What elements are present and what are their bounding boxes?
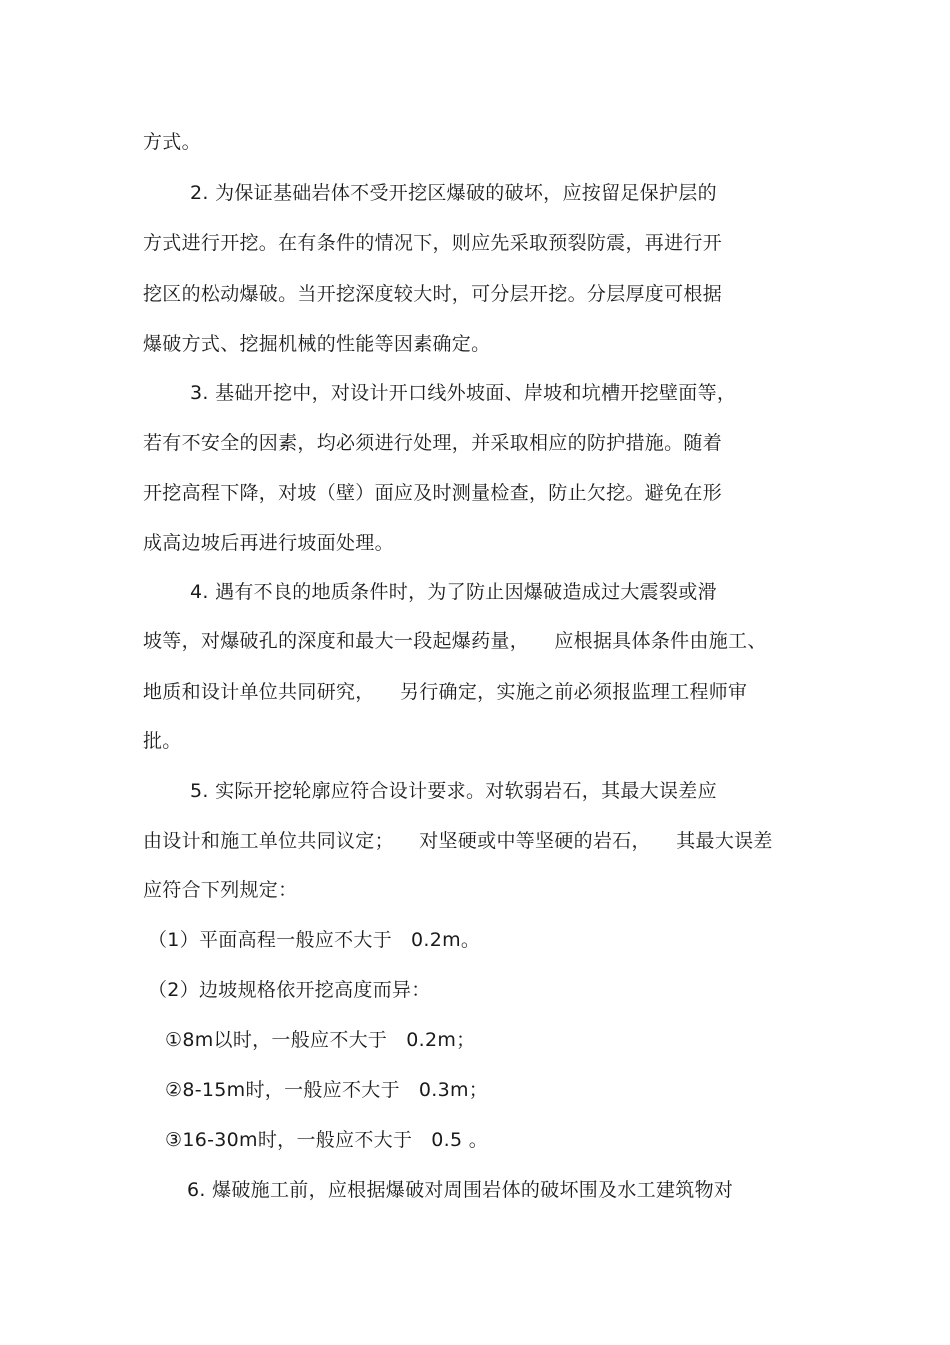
text-line: 6. 爆破施工前，应根据爆破对周围岩体的破坏围及水工建筑物对 — [187, 1179, 734, 1201]
text-line: 方式进行开挖。在有条件的情况下，则应先采取预裂防震，再进行开 — [143, 232, 723, 254]
text-line: 开挖高程下降，对坡（壁）面应及时测量检查，防止欠挖。避免在形 — [143, 482, 723, 504]
text-line: 爆破方式、挖掘机械的性能等因素确定。 — [143, 333, 491, 355]
text-line: 5. 实际开挖轮廓应符合设计要求。对软弱岩石，其最大误差应 — [190, 780, 717, 802]
text-line: ①8m以时，一般应不大于 0.2m； — [165, 1029, 476, 1051]
text-line: ③16-30m时，一般应不大于 0.5 。 — [165, 1129, 489, 1151]
text-line: 若有不安全的因素，均必须进行处理，并采取相应的防护措施。随着 — [143, 432, 723, 454]
text-line: 由设计和施工单位共同议定； 对坚硬或中等坚硬的岩石， 其最大误差 — [143, 830, 773, 852]
text-line: 成高边坡后再进行坡面处理。 — [143, 532, 394, 554]
text-line: 3. 基础开挖中，对设计开口线外坡面、岸坡和坑槽开挖壁面等， — [190, 382, 737, 404]
text-line: 坡等，对爆破孔的深度和最大一段起爆药量， 应根据具体条件由施工、 — [143, 630, 767, 652]
text-line: 地质和设计单位共同研究， 另行确定，实施之前必须报监理工程师审 — [143, 681, 748, 703]
text-line: 挖区的松动爆破。当开挖深度较大时，可分层开挖。分层厚度可根据 — [143, 283, 723, 305]
text-line: 应符合下列规定： — [143, 879, 298, 901]
text-line: （2）边坡规格依开挖高度而异： — [148, 979, 431, 1001]
text-line: （1）平面高程一般应不大于 0.2m。 — [148, 929, 481, 951]
text-line: 2. 为保证基础岩体不受开挖区爆破的破坏，应按留足保护层的 — [190, 182, 717, 204]
text-line: 批。 — [143, 730, 182, 752]
text-line: 4. 遇有不良的地质条件时，为了防止因爆破造成过大震裂或滑 — [190, 581, 717, 603]
text-line: 方式。 — [143, 131, 201, 153]
text-line: ②8-15m时，一般应不大于 0.3m； — [165, 1079, 489, 1101]
